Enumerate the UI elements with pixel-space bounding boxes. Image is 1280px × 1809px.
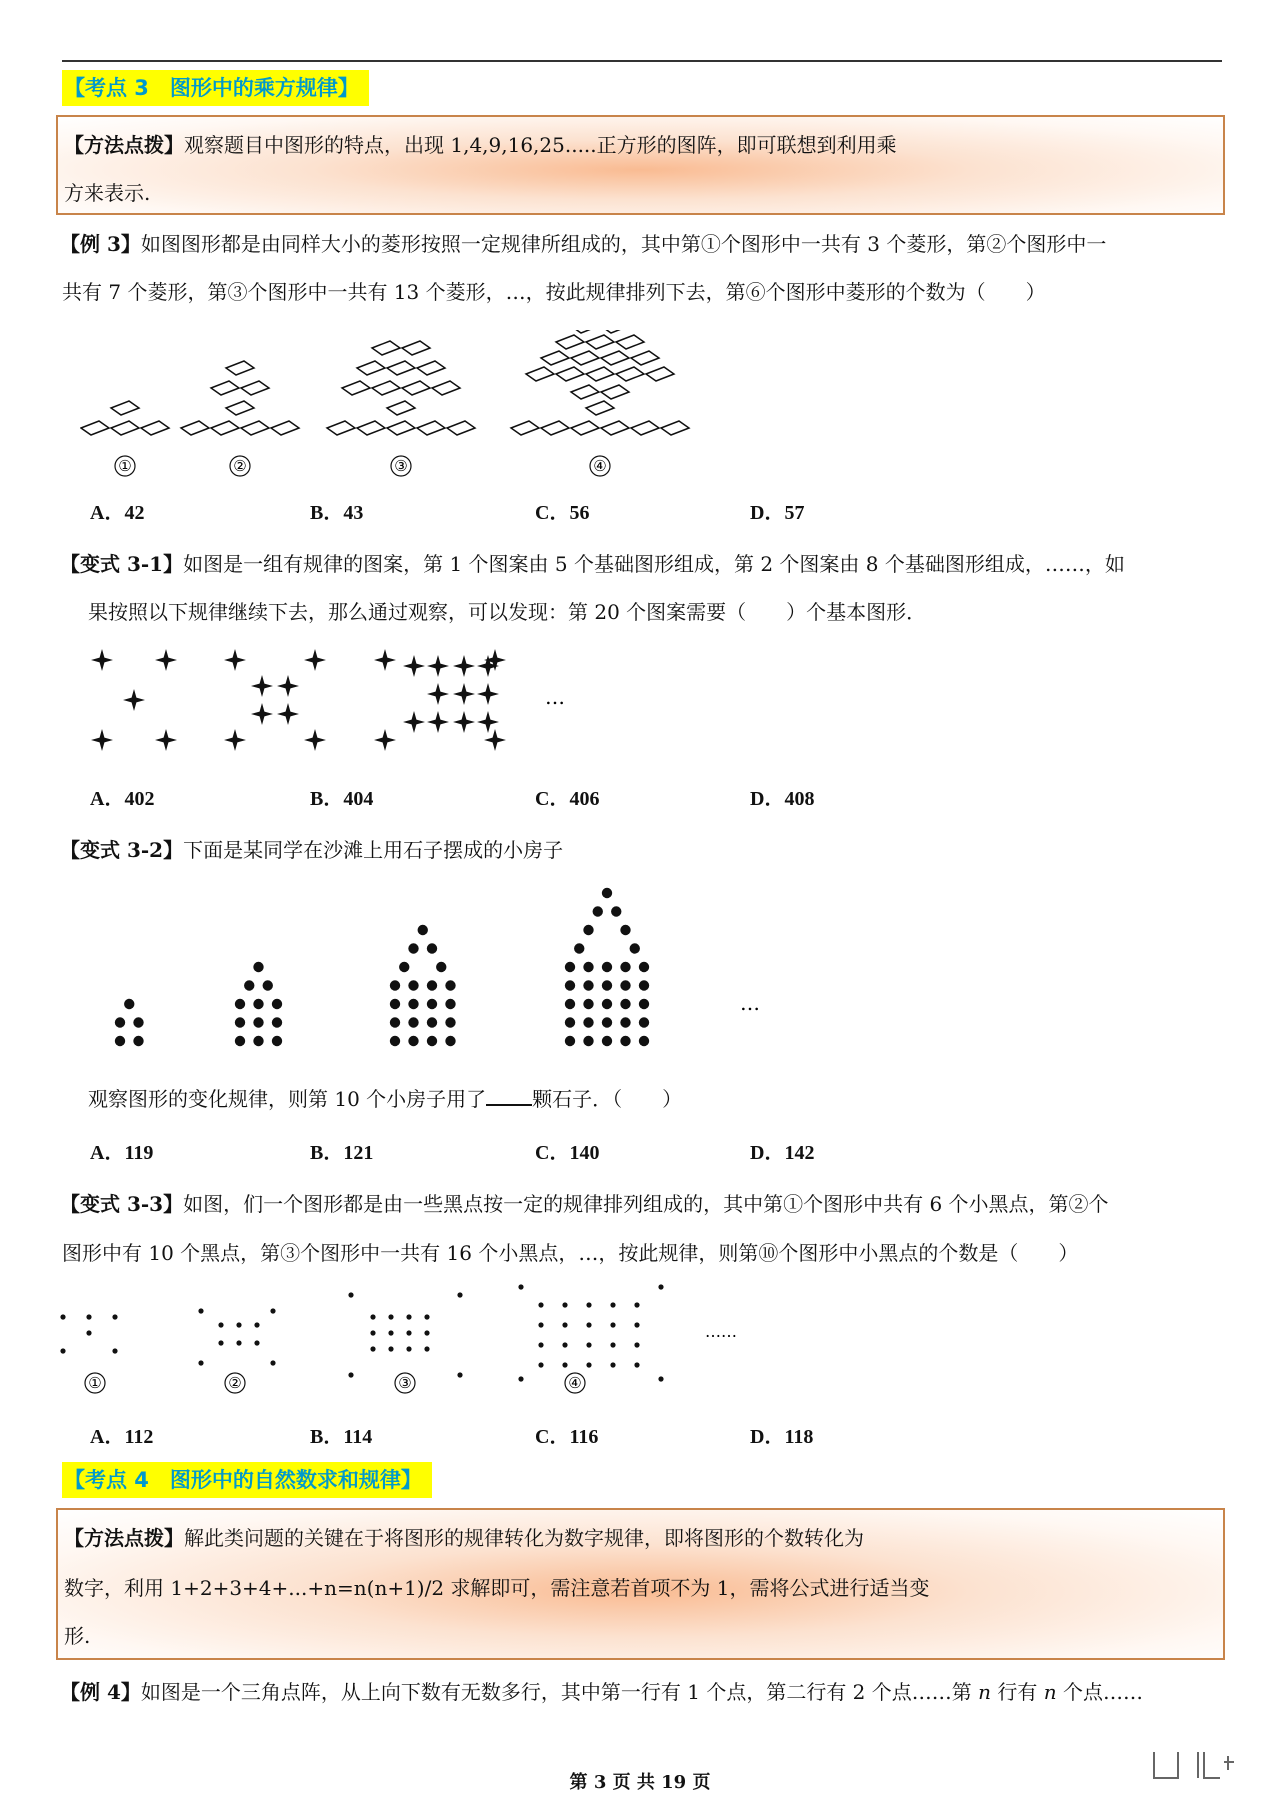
pebble-dot bbox=[445, 980, 455, 990]
rhombus bbox=[586, 367, 614, 381]
pebble-dot bbox=[445, 1036, 455, 1046]
rhombus bbox=[226, 401, 254, 415]
pebble-dot bbox=[583, 962, 593, 972]
star-shape bbox=[427, 655, 449, 677]
pebble-dot bbox=[565, 980, 575, 990]
small-dot bbox=[610, 1362, 615, 1367]
rhombus bbox=[541, 351, 569, 365]
small-dot bbox=[370, 1346, 375, 1351]
rhombus bbox=[586, 401, 614, 415]
small-dot bbox=[634, 1342, 639, 1347]
pebble-dot bbox=[235, 1017, 245, 1027]
rhombus bbox=[241, 381, 269, 395]
tip-line-2: 数字，利用 1+2+3+4+...+n=n(n+1)/2 求解即可，需注意若首项不为 1，需将公式进行适当变 bbox=[64, 1576, 930, 1600]
option-d[interactable]: D．57 bbox=[750, 502, 805, 524]
rhombus-figures bbox=[80, 330, 720, 480]
tip-line-1: 【方法点拨】观察题目中图形的特点，出现 1,4,9,16,25.....正方形的图阵，即可联想到利用乘 bbox=[64, 133, 897, 157]
pebble-dot bbox=[253, 962, 263, 972]
small-dot bbox=[424, 1346, 429, 1351]
method-tip-box-3 bbox=[56, 115, 1225, 215]
small-dot bbox=[236, 1322, 241, 1327]
small-dot bbox=[634, 1322, 639, 1327]
rhombus bbox=[571, 351, 599, 365]
rhombus bbox=[646, 367, 674, 381]
pebble-dot bbox=[390, 999, 400, 1009]
star-shape bbox=[251, 703, 273, 725]
small-dot bbox=[457, 1372, 462, 1377]
star-shape bbox=[453, 655, 475, 677]
pebble-dot bbox=[639, 1017, 649, 1027]
example-label: 【例 4】 bbox=[60, 1680, 141, 1704]
variant-3-2-question: 观察图形的变化规律，则第 10 个小房子用了 颗石子．（ ） bbox=[88, 1087, 683, 1111]
star-shape bbox=[277, 675, 299, 697]
answer-blank[interactable] bbox=[486, 1086, 532, 1106]
pebble-dot bbox=[620, 1017, 630, 1027]
pebble-dot bbox=[427, 980, 437, 990]
rhombus bbox=[586, 335, 614, 349]
rhombus bbox=[601, 385, 629, 399]
option-b[interactable]: B．404 bbox=[310, 788, 374, 810]
small-dot bbox=[388, 1346, 393, 1351]
rhombus bbox=[271, 421, 299, 435]
option-d[interactable]: D．408 bbox=[750, 788, 815, 810]
pebble-dot bbox=[263, 980, 273, 990]
star-shape bbox=[155, 649, 177, 671]
rhombus bbox=[211, 381, 239, 395]
star-shape bbox=[484, 729, 506, 751]
small-dot bbox=[406, 1330, 411, 1335]
pebble-dot bbox=[272, 999, 282, 1009]
figure-label-4: ④ bbox=[568, 1374, 582, 1392]
small-dot bbox=[218, 1322, 223, 1327]
small-dot bbox=[424, 1314, 429, 1319]
pebble-dot bbox=[593, 906, 603, 916]
pebble-dot bbox=[620, 925, 630, 935]
rhombus bbox=[357, 361, 385, 375]
small-dot bbox=[562, 1342, 567, 1347]
pebble-dot bbox=[639, 999, 649, 1009]
small-dot bbox=[634, 1302, 639, 1307]
small-dot bbox=[610, 1322, 615, 1327]
variant-3-1-line-1: 【变式 3-1】如图是一组有规律的图案，第 1 个图案由 5 个基础图形组成，第 2 个图案由 8 个基础图形组成，……，如 bbox=[60, 552, 1125, 576]
star-shape bbox=[155, 729, 177, 751]
pebble-dot bbox=[602, 1036, 612, 1046]
tip-line-3: 形. bbox=[64, 1624, 91, 1648]
small-dot bbox=[424, 1330, 429, 1335]
pebble-dot bbox=[445, 1017, 455, 1027]
variant-3-2-line-1: 【变式 3-2】下面是某同学在沙滩上用石子摆成的小房子 bbox=[60, 838, 564, 862]
star-shape bbox=[91, 729, 113, 751]
star-shape bbox=[251, 675, 273, 697]
pebble-dot bbox=[583, 999, 593, 1009]
rhombus bbox=[111, 421, 139, 435]
pebble-dot bbox=[235, 999, 245, 1009]
small-dot bbox=[610, 1342, 615, 1347]
pebble-dot bbox=[602, 962, 612, 972]
pebble-dot bbox=[583, 1017, 593, 1027]
small-dot bbox=[388, 1330, 393, 1335]
small-dot bbox=[370, 1314, 375, 1319]
rhombus bbox=[372, 341, 400, 355]
example-3-line-1: 【例 3】如图图形都是由同样大小的菱形按照一定规律所组成的，其中第①个图形中一共有 3 个菱形，第②个图形中一 bbox=[60, 232, 1107, 256]
rhombus bbox=[387, 421, 415, 435]
small-dot bbox=[236, 1340, 241, 1345]
rhombus bbox=[372, 381, 400, 395]
pebble-dot bbox=[630, 943, 640, 953]
pebble-dot bbox=[408, 980, 418, 990]
pebble-dot bbox=[436, 962, 446, 972]
star-shape bbox=[224, 729, 246, 751]
figure-label-3: ③ bbox=[394, 457, 408, 475]
rhombus bbox=[447, 421, 475, 435]
page-footer: 第 3 页 共 19 页 bbox=[569, 1772, 711, 1793]
small-dot bbox=[86, 1314, 91, 1319]
pebble-dot bbox=[427, 999, 437, 1009]
small-dot bbox=[60, 1348, 65, 1353]
figure-label-3: ③ bbox=[398, 1374, 412, 1392]
option-d[interactable]: D．142 bbox=[750, 1142, 815, 1164]
pebble-dot bbox=[639, 962, 649, 972]
small-dot bbox=[270, 1360, 275, 1365]
pebble-dot bbox=[427, 1017, 437, 1027]
star-shape bbox=[477, 711, 499, 733]
star-shape bbox=[427, 683, 449, 705]
corner-mark-icon bbox=[1148, 1748, 1238, 1788]
variant-3-3-line-1: 【变式 3-3】如图，们一个图形都是由一些黑点按一定的规律排列组成的，其中第①个图形中共有 6 个小黑点，第②个 bbox=[60, 1192, 1109, 1216]
pebble-dot bbox=[408, 1036, 418, 1046]
section-heading-3: 【考点 3 图形中的乘方规律】 bbox=[62, 70, 369, 106]
pebble-dot bbox=[253, 999, 263, 1009]
small-dot bbox=[562, 1362, 567, 1367]
small-dot bbox=[634, 1362, 639, 1367]
rhombus bbox=[226, 361, 254, 375]
small-dot bbox=[457, 1292, 462, 1297]
star-shape bbox=[224, 649, 246, 671]
pebble-dot bbox=[133, 1017, 143, 1027]
figure-label-2: ② bbox=[228, 1374, 242, 1392]
star-shape bbox=[403, 711, 425, 733]
option-a[interactable]: A．112 bbox=[90, 1426, 154, 1448]
rhombus bbox=[417, 421, 445, 435]
rhombus bbox=[402, 341, 430, 355]
rhombus bbox=[601, 351, 629, 365]
small-dot bbox=[198, 1308, 203, 1313]
small-dot bbox=[406, 1346, 411, 1351]
pebble-dot bbox=[253, 1036, 263, 1046]
small-dot bbox=[348, 1372, 353, 1377]
ellipsis: …… bbox=[705, 1322, 737, 1341]
pebble-dot bbox=[115, 1036, 125, 1046]
pebble-dot bbox=[602, 999, 612, 1009]
small-dot bbox=[270, 1308, 275, 1313]
rhombus bbox=[601, 421, 629, 435]
pebble-dot bbox=[272, 1017, 282, 1027]
small-dot bbox=[658, 1284, 663, 1289]
small-dot bbox=[562, 1302, 567, 1307]
rhombus bbox=[556, 367, 584, 381]
method-tip-box-4 bbox=[56, 1508, 1225, 1660]
pebble-dot bbox=[390, 1036, 400, 1046]
rhombus bbox=[327, 421, 355, 435]
star-shape bbox=[304, 649, 326, 671]
rhombus bbox=[526, 367, 554, 381]
rhombus bbox=[511, 421, 539, 435]
tip-line-2: 方来表示. bbox=[64, 181, 151, 205]
pebble-dot bbox=[390, 980, 400, 990]
rhombus bbox=[342, 381, 370, 395]
rhombus bbox=[141, 421, 169, 435]
section-heading-4: 【考点 4 图形中的自然数求和规律】 bbox=[62, 1462, 432, 1498]
option-a[interactable]: A．42 bbox=[90, 502, 145, 524]
small-dot bbox=[406, 1314, 411, 1319]
pebble-dot bbox=[235, 1036, 245, 1046]
option-c[interactable]: C．140 bbox=[535, 1142, 600, 1164]
example-3-line-2: 共有 7 个菱形，第③个图形中一共有 13 个菱形，…，按此规律排列下去，第⑥个图形中菱形的个数为（ ） bbox=[62, 280, 1046, 304]
star-shape bbox=[453, 683, 475, 705]
example-label: 【例 3】 bbox=[60, 232, 141, 256]
rhombus bbox=[541, 421, 569, 435]
small-dot bbox=[586, 1342, 591, 1347]
pebble-dot bbox=[253, 1017, 263, 1027]
pebble-dot bbox=[244, 980, 254, 990]
option-b[interactable]: B．43 bbox=[310, 502, 364, 524]
option-c[interactable]: C．56 bbox=[535, 502, 590, 524]
star-shape bbox=[403, 655, 425, 677]
variant-label: 【变式 3-1】 bbox=[60, 552, 184, 576]
star-shape bbox=[123, 689, 145, 711]
tip-label: 【方法点拨】 bbox=[64, 133, 184, 157]
pebble-dot bbox=[427, 943, 437, 953]
figure-label-1: ① bbox=[88, 1374, 102, 1392]
small-dot bbox=[586, 1302, 591, 1307]
rhombus bbox=[387, 361, 415, 375]
pebble-dot bbox=[565, 999, 575, 1009]
small-dot bbox=[538, 1302, 543, 1307]
pebble-dot bbox=[602, 1017, 612, 1027]
rhombus bbox=[616, 335, 644, 349]
small-dot bbox=[538, 1342, 543, 1347]
pebble-dot bbox=[408, 999, 418, 1009]
pebble-dot bbox=[639, 980, 649, 990]
pebble-dot bbox=[272, 1036, 282, 1046]
rhombus bbox=[211, 421, 239, 435]
option-b[interactable]: B．114 bbox=[310, 1426, 373, 1448]
pebble-dot bbox=[408, 1017, 418, 1027]
figure-label-1: ① bbox=[118, 457, 132, 475]
pebble-dot bbox=[427, 1036, 437, 1046]
option-b[interactable]: B．121 bbox=[310, 1142, 374, 1164]
pebble-dot bbox=[565, 1017, 575, 1027]
small-dot bbox=[586, 1362, 591, 1367]
pebble-dot bbox=[565, 1036, 575, 1046]
small-dot bbox=[370, 1330, 375, 1335]
variant-3-1-line-2: 果按照以下规律继续下去，那么通过观察，可以发现：第 20 个图案需要（ ）个基本图形． bbox=[88, 600, 927, 624]
rhombus bbox=[571, 385, 599, 399]
star-shape bbox=[374, 649, 396, 671]
pebble-dot bbox=[620, 980, 630, 990]
small-dot bbox=[610, 1302, 615, 1307]
option-a[interactable]: A．119 bbox=[90, 1142, 154, 1164]
small-dot bbox=[254, 1322, 259, 1327]
pebble-dot bbox=[602, 980, 612, 990]
small-dot bbox=[658, 1376, 663, 1381]
rhombus bbox=[631, 421, 659, 435]
option-a[interactable]: A．402 bbox=[90, 788, 155, 810]
variant-label: 【变式 3-2】 bbox=[60, 838, 184, 862]
rhombus bbox=[661, 421, 689, 435]
small-dot bbox=[348, 1292, 353, 1297]
rhombus bbox=[387, 401, 415, 415]
small-dot bbox=[518, 1284, 523, 1289]
small-dot bbox=[112, 1348, 117, 1353]
small-dot bbox=[586, 1322, 591, 1327]
variant-3-3-line-2: 图形中有 10 个黑点，第③个图形中一共有 16 个小黑点，…，按此规律，则第⑩个图形中小黑点的个数是（ ） bbox=[62, 1241, 1079, 1265]
pebble-dot bbox=[583, 925, 593, 935]
pebble-dot bbox=[620, 999, 630, 1009]
pebble-dot bbox=[124, 999, 134, 1009]
pebble-dot bbox=[133, 1036, 143, 1046]
rhombus bbox=[432, 381, 460, 395]
pebble-dot bbox=[445, 999, 455, 1009]
star-shape bbox=[277, 703, 299, 725]
pebble-dot bbox=[399, 962, 409, 972]
small-dot bbox=[112, 1314, 117, 1319]
rhombus bbox=[556, 335, 584, 349]
pebble-dot bbox=[390, 1017, 400, 1027]
small-dot bbox=[198, 1360, 203, 1365]
small-dot bbox=[518, 1376, 523, 1381]
small-dot bbox=[538, 1322, 543, 1327]
small-dot bbox=[218, 1340, 223, 1345]
figure-label-2: ② bbox=[233, 457, 247, 475]
star-shape bbox=[304, 729, 326, 751]
option-c[interactable]: C．116 bbox=[535, 1426, 599, 1448]
top-rule bbox=[62, 60, 1222, 62]
rhombus bbox=[241, 421, 269, 435]
rhombus bbox=[631, 351, 659, 365]
dot-figures bbox=[55, 1275, 755, 1410]
rhombus bbox=[111, 401, 139, 415]
option-c[interactable]: C．406 bbox=[535, 788, 600, 810]
ellipsis: … bbox=[545, 685, 565, 709]
small-dot bbox=[538, 1362, 543, 1367]
small-dot bbox=[254, 1340, 259, 1345]
rhombus bbox=[571, 330, 599, 333]
pebble-dot bbox=[583, 980, 593, 990]
pebble-dot bbox=[583, 1036, 593, 1046]
pebble-dot bbox=[574, 943, 584, 953]
figure-label-4: ④ bbox=[593, 457, 607, 475]
variant-label: 【变式 3-3】 bbox=[60, 1192, 184, 1216]
tip-label: 【方法点拨】 bbox=[64, 1526, 184, 1550]
pebble-dot bbox=[611, 906, 621, 916]
rhombus bbox=[417, 361, 445, 375]
pebble-dot bbox=[602, 888, 612, 898]
rhombus bbox=[571, 421, 599, 435]
small-dot bbox=[562, 1322, 567, 1327]
tip-line-1: 【方法点拨】解此类问题的关键在于将图形的规律转化为数字规律，即将图形的个数转化为 bbox=[64, 1526, 864, 1550]
rhombus bbox=[402, 381, 430, 395]
example-4-line-1: 【例 4】如图是一个三角点阵，从上向下数有无数多行，其中第一行有 1 个点，第二行有 2 个点……第 n 行有 n 个点…… bbox=[60, 1680, 1143, 1704]
pebble-dot bbox=[418, 925, 428, 935]
pebble-dot bbox=[565, 962, 575, 972]
star-shape bbox=[477, 683, 499, 705]
small-dot bbox=[388, 1314, 393, 1319]
pebble-dot bbox=[620, 1036, 630, 1046]
rhombus bbox=[601, 330, 629, 333]
star-shape bbox=[453, 711, 475, 733]
option-d[interactable]: D．118 bbox=[750, 1426, 814, 1448]
pebble-dot bbox=[115, 1017, 125, 1027]
small-dot bbox=[60, 1314, 65, 1319]
star-shape bbox=[374, 729, 396, 751]
rhombus bbox=[616, 367, 644, 381]
pebble-dot bbox=[620, 962, 630, 972]
house-figures bbox=[90, 885, 790, 1060]
star-figures bbox=[80, 638, 580, 758]
rhombus bbox=[357, 421, 385, 435]
small-dot bbox=[86, 1330, 91, 1335]
star-shape bbox=[91, 649, 113, 671]
pebble-dot bbox=[408, 943, 418, 953]
rhombus bbox=[181, 421, 209, 435]
star-shape bbox=[427, 711, 449, 733]
pebble-dot bbox=[639, 1036, 649, 1046]
rhombus bbox=[81, 421, 109, 435]
ellipsis: … bbox=[740, 991, 760, 1015]
